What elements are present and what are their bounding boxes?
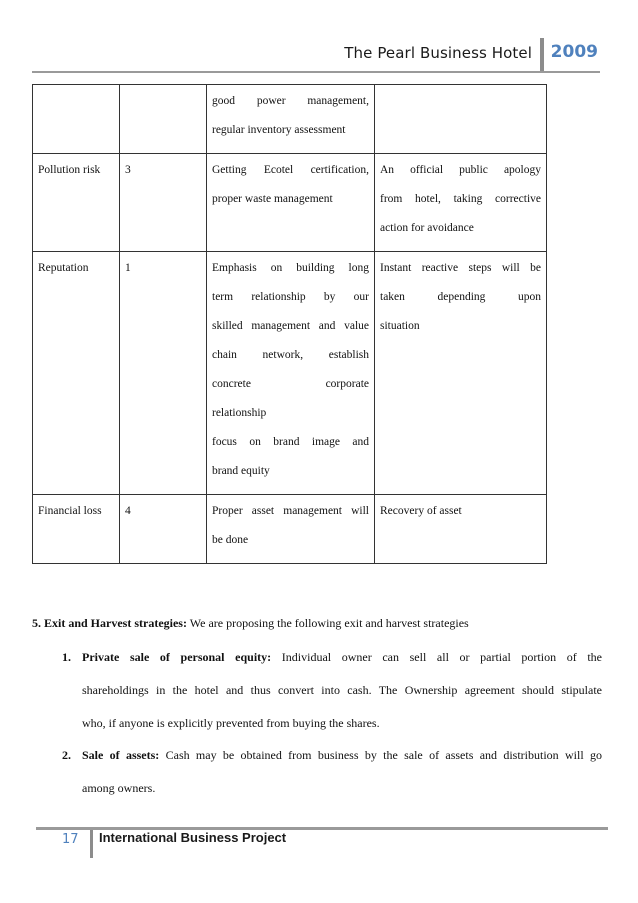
list-item-number: 2. [62,748,71,762]
response-cell [375,154,547,252]
cell-line: concrete corporate [212,378,369,390]
header-rule [32,71,600,73]
cell-line: brand equity [212,465,270,477]
cell-line: taken depending upon [380,291,541,303]
cell-line: term relationship by our [212,291,369,303]
cell-line: Instant reactive steps will be [380,262,541,274]
section-heading: 5. Exit and Harvest strategies: [32,616,187,630]
page-header [32,38,610,74]
prevention-cell [207,495,375,564]
header-year: 2009 [550,42,598,62]
cell-line: proper waste management [212,193,333,205]
footer-text: International Business Project [99,830,287,845]
table-row [33,495,547,564]
table-row [33,154,547,252]
list-item-title: Sale of assets: [82,748,160,762]
list-item-text: shareholdings in the hotel and thus convert into cash. The Ownership agreement should stipulate [82,683,602,697]
header-separator [540,38,544,72]
cell-line: Proper asset management will [212,505,369,517]
cell-line: Emphasis on building long [212,262,369,274]
risk-name-cell: Reputation [33,252,120,495]
response-cell [375,495,547,564]
cell-line: Getting Ecotel certification, [212,164,369,176]
table-row [33,85,547,154]
cell-line: situation [380,320,420,332]
cell-line: good power management, [212,95,369,107]
risk-rating-cell: 3 [120,154,207,252]
cell-line: from hotel, taking corrective [380,193,541,205]
risk-table-body [33,85,547,564]
footer-separator [90,830,93,858]
list-item-number: 1. [62,650,71,664]
risk-name-cell: Financial loss [33,495,120,564]
cell-line: action for avoidance [380,222,474,234]
risk-rating-cell [120,85,207,154]
cell-line: be done [212,534,249,546]
risk-table [32,84,547,564]
prevention-cell [207,154,375,252]
section-intro [32,616,608,631]
list-item [62,641,602,740]
header-title: The Pearl Business Hotel [344,44,532,62]
list-item-text: Cash may be obtained from business by the sale of assets and distribution will go [159,748,602,762]
cell-line: regular inventory assessment [212,124,346,136]
cell-line: skilled management and value [212,320,369,332]
cell-line: relationship [212,407,267,419]
list-item-text: who, if anyone is explicitly prevented from buying the shares. [82,716,380,730]
risk-rating-cell: 1 [120,252,207,495]
section-intro-text: We are proposing the following exit and harvest strategies [186,616,469,630]
prevention-cell [207,252,375,495]
list-item-text: Individual owner can sell all or partial portion of the [271,650,602,664]
list-item-title: Private sale of personal equity: [82,650,272,664]
footer-page-number: 17 [62,832,79,847]
risk-name-cell [33,85,120,154]
prevention-cell [207,85,375,154]
cell-line: An official public apology [380,164,541,176]
response-cell [375,252,547,495]
cell-line: chain network, establish [212,349,369,361]
list-item [62,739,602,805]
response-cell [375,85,547,154]
table-row [33,252,547,495]
risk-rating-cell: 4 [120,495,207,564]
risk-name-cell: Pollution risk [33,154,120,252]
list-item-text: among owners. [82,781,156,795]
cell-line: Recovery of asset [380,505,462,517]
cell-line: focus on brand image and [212,436,369,448]
